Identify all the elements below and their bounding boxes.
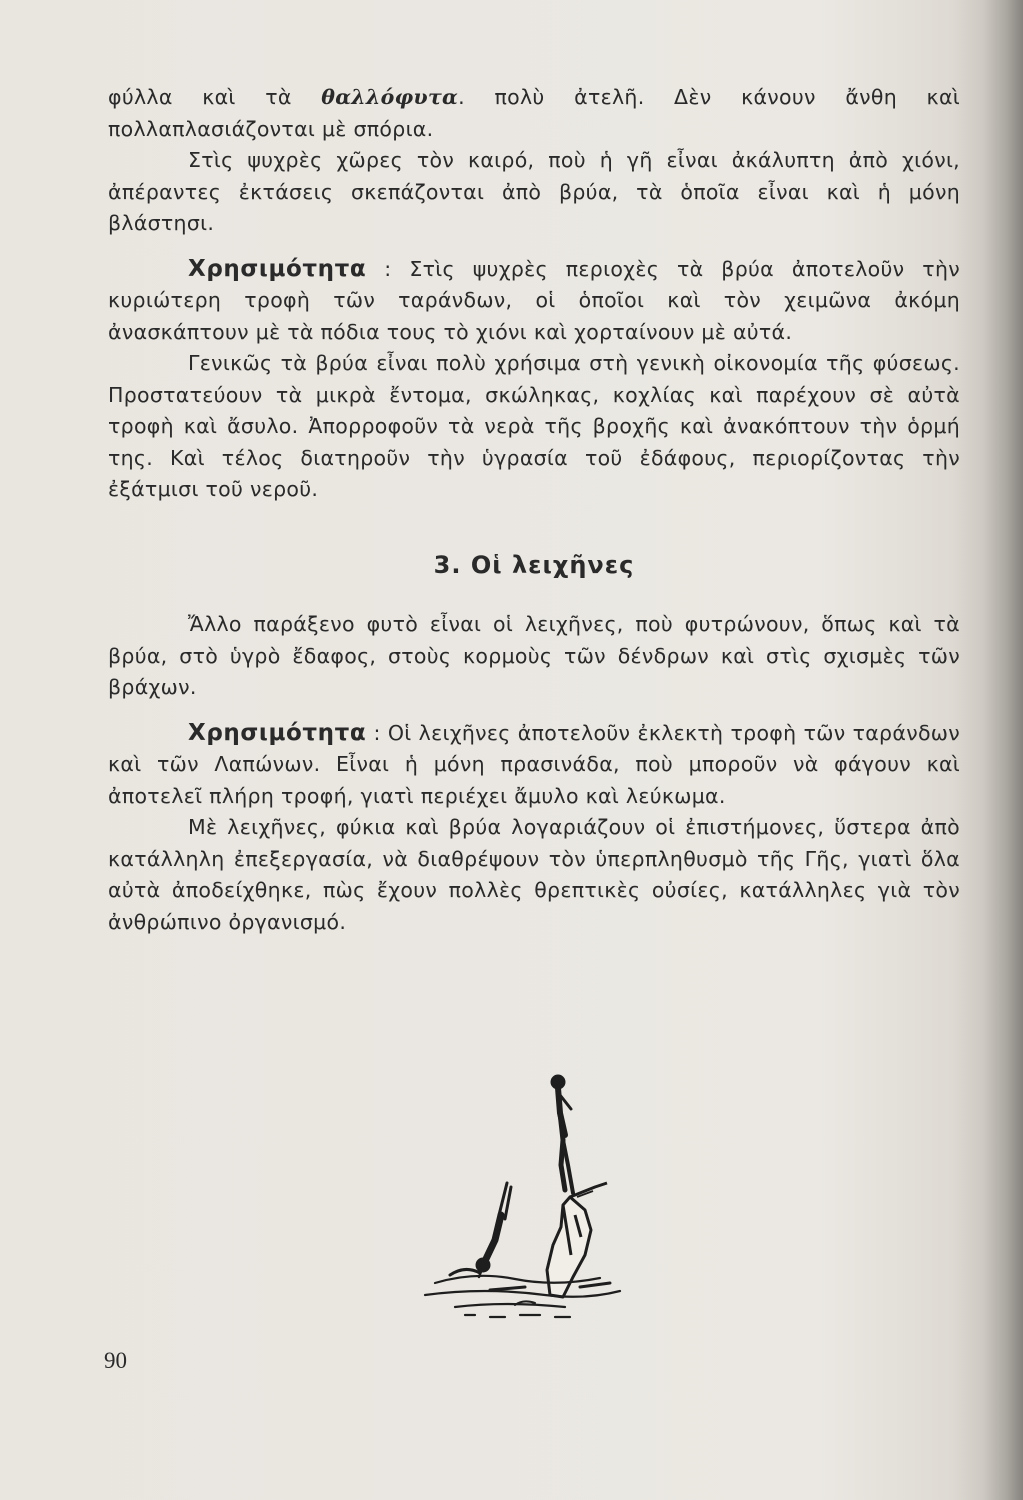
term-thallophyta: θαλλόφυτα <box>321 85 459 109</box>
paragraph-7: Μὲ λειχῆνες, φύκια καὶ βρύα λογαριάζουν οἱ ἐπιστήμονες, ὕστερα ἀπὸ κατάλληλη ἐπεξεργασία, νὰ διαθρέψουν τὸν ὑπερπληθυσμὸ τῆς Γῆς, γιατὶ ὅλα αὐτὰ ἀποδείχθηκε, πὼς ἔχουν πολλὲς θρεπτικὲς οὐσίες, κατάλληλες γιὰ τὸν ἀνθρώπινο ὀργανισμό. <box>108 815 960 934</box>
paragraph-1-rest: . πολὺ ἀτελῆ. Δὲν κάνουν ἄνθη καὶ πολλαπλασιάζονται μὲ σπόρια. <box>108 85 960 141</box>
section-title: 3. Οἱ λειχῆνες <box>433 550 635 579</box>
paragraph-6 <box>108 718 960 813</box>
paragraph-3-text: : Στὶς ψυχρὲς περιοχὲς τὰ βρύα ἀποτελοῦν τὴν κυριώτερη τροφὴ τῶν ταράνδων, οἱ ὁποῖοι καὶ τὸν χειμῶνα ἀκόμη ἀνασκάπτουν μὲ τὰ πόδια τους τὸ χιόνι καὶ χορταίνουν μὲ αὐτά. <box>108 256 960 344</box>
paragraph-1 <box>108 82 960 145</box>
paragraph-4: Γενικῶς τὰ βρύα εἶναι πολὺ χρήσιμα στὴ γενικὴ οἰκονομία τῆς φύσεως. Προστατεύουν τὰ μικρὰ ἔντομα, σκώληκας, κοχλίας καὶ παρέχουν σὲ αὐτὰ τροφὴ καὶ ἄσυλο. Ἀπορροφοῦν τὰ νερὰ τῆς βροχῆς καὶ ἀνακόπτουν τὴν ὁρμή της. Καὶ τέλος διατηροῦν τὴν ὑγρασία τοῦ ἐδάφους, περιορίζοντας τὴν ἐξάτμισι τοῦ νεροῦ. <box>108 351 960 501</box>
divers-on-rock-illustration <box>395 1065 635 1325</box>
paragraph-5: Ἄλλο παράξενο φυτὸ εἶναι οἱ λειχῆνες, ποὺ φυτρώνουν, ὅπως καὶ τὰ βρύα, στὸ ὑγρὸ ἔδαφος, στοὺς κορμοὺς τῶν δένδρων καὶ στὶς σχισμὲς τῶν βράχων. <box>108 612 960 699</box>
usefulness-label-2: Χρησιμότητα <box>188 719 367 746</box>
paragraph-1-text: φύλλα καὶ τὰ <box>108 85 292 109</box>
paragraph-6-text: : Οἱ λειχῆνες ἀποτελοῦν ἐκλεκτὴ τροφὴ τῶν ταράνδων καὶ τῶν Λαπώνων. Εἶναι ἡ μόνη πρασινάδα, ποὺ μποροῦν νὰ φάγουν καὶ ἀποτελεῖ πλήρη τροφή, γιατὶ περιέχει ἄμυλο καὶ λεύκωμα. <box>108 720 960 808</box>
paragraph-2: Στὶς ψυχρὲς χῶρες τὸν καιρό, ποὺ ἡ γῆ εἶναι ἀκάλυπτη ἀπὸ χιόνι, ἀπέραντες ἐκτάσεις σκεπάζονται ἀπὸ βρύα, τὰ ὁποῖα εἶναι καὶ ἡ μόνη βλάστησι. <box>108 148 960 235</box>
paragraph-3 <box>108 254 960 349</box>
spine-shadow <box>983 0 1023 1500</box>
usefulness-label-1: Χρησιμότητα <box>188 255 367 282</box>
page-number: 90 <box>104 1348 127 1373</box>
text-block <box>108 82 960 938</box>
